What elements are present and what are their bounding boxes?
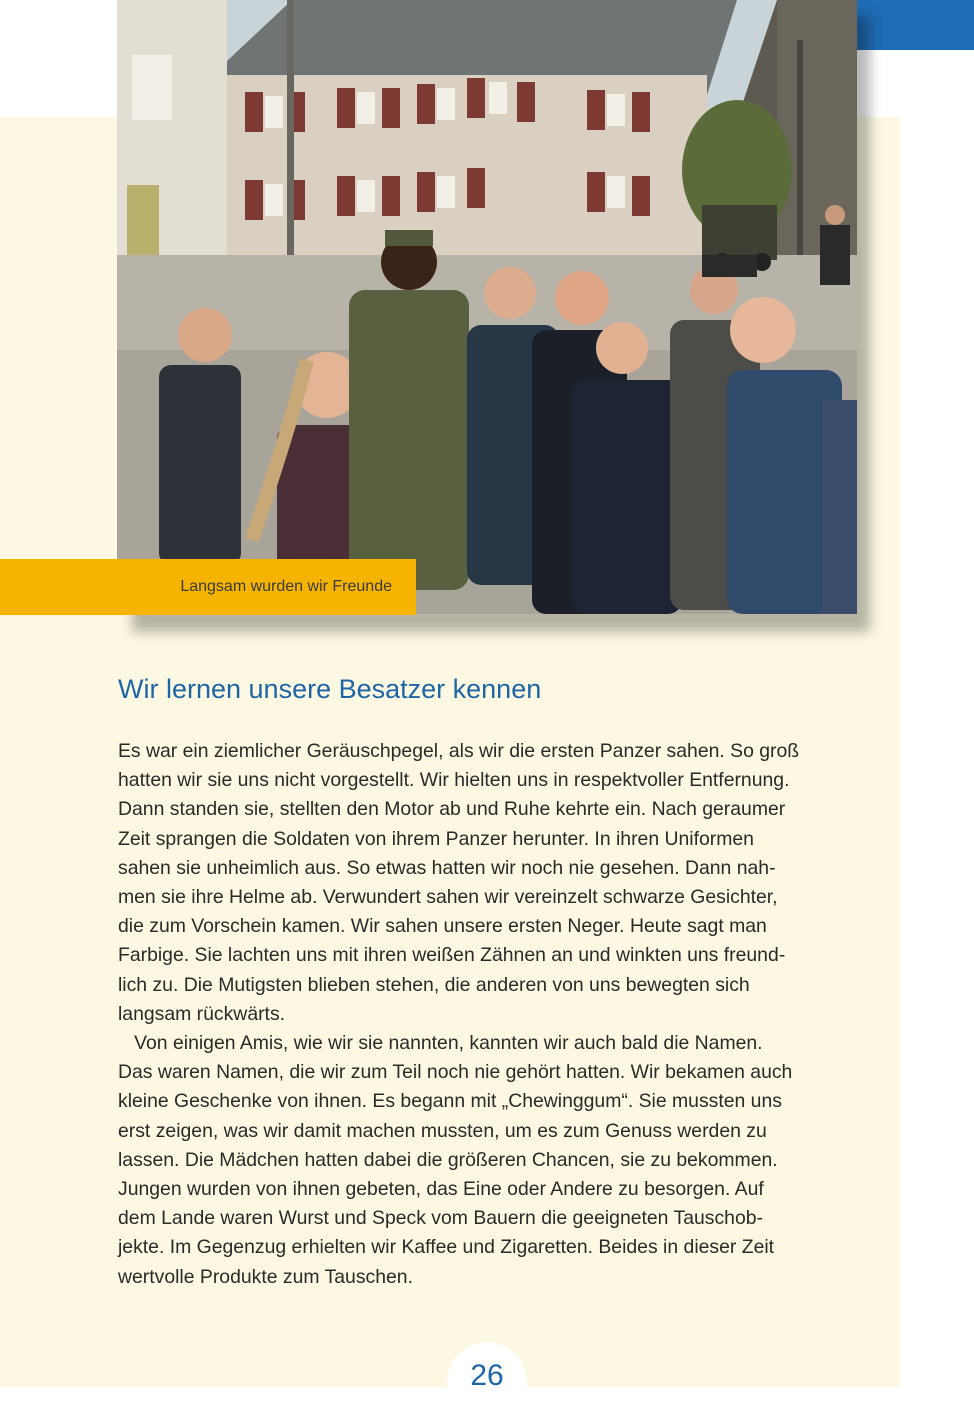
village-photo [117,0,857,614]
photo-caption: Langsam wurden wir Freunde [180,578,392,595]
photo-illustration [117,0,857,614]
body-line: Das waren Namen, die wir zum Teil noch nie gehört hatten. Wir bekamen auch [118,1061,793,1084]
body-line: kleine Geschenke von ihnen. Es begann mit „Chewinggum“. Sie mussten uns [118,1090,782,1113]
article-body [118,737,843,1292]
corner-accent-bar [856,0,974,50]
body-line: men sie ihre Helme ab. Verwundert sahen wir vereinzelt schwarze Gesichter, [118,886,778,909]
body-line: erst zeigen, was wir damit machen mussten, um es zum Genuss werden zu [118,1119,767,1142]
body-line: hatten wir sie uns nicht vorgestellt. Wir hielten uns in respektvoller Entfernung. [118,769,790,792]
body-line: Zeit sprangen die Soldaten von ihrem Panzer herunter. In ihren Uniformen [118,827,754,850]
body-line: Farbige. Sie lachten uns mit ihren weißen Zähnen an und winkten uns freund- [118,944,786,967]
body-line: langsam rückwärts. [118,1002,286,1025]
body-line: wertvolle Produkte zum Tauschen. [118,1265,413,1288]
body-line: die zum Vorschein kamen. Wir sahen unsere ersten Neger. Heute sagt man [118,915,767,938]
body-line: jekte. Im Gegenzug erhielten wir Kaffee und Zigaretten. Beides in dieser Zeit [118,1236,775,1259]
body-line: Dann standen sie, stellten den Motor ab und Ruhe kehrte ein. Nach geraumer [118,798,786,821]
body-line: Es war ein ziemlicher Geräuschpegel, als wir die ersten Panzer sahen. So groß [118,740,800,762]
body-line: sahen sie unheimlich aus. So etwas hatten wir noch nie gesehen. Dann nah- [118,856,776,879]
body-line: Von einigen Amis, wie wir sie nannten, kannten wir auch bald die Namen. [118,1032,763,1055]
body-line: dem Lande waren Wurst und Speck vom Bauern die geeigneten Tauschob- [118,1207,763,1230]
page-number: 26 [470,1359,504,1392]
body-line: Jungen wurden von ihnen gebeten, das Eine oder Andere zu besorgen. Auf [118,1178,764,1201]
photo-caption-bar [0,559,416,615]
body-line: lich zu. Die Mutigsten blieben stehen, die anderen von uns bewegten sich [118,973,750,996]
body-line: lassen. Die Mädchen hatten dabei die größeren Chancen, sie zu bekommen. [118,1148,778,1171]
article-title: Wir lernen unsere Besatzer kennen [118,674,542,704]
